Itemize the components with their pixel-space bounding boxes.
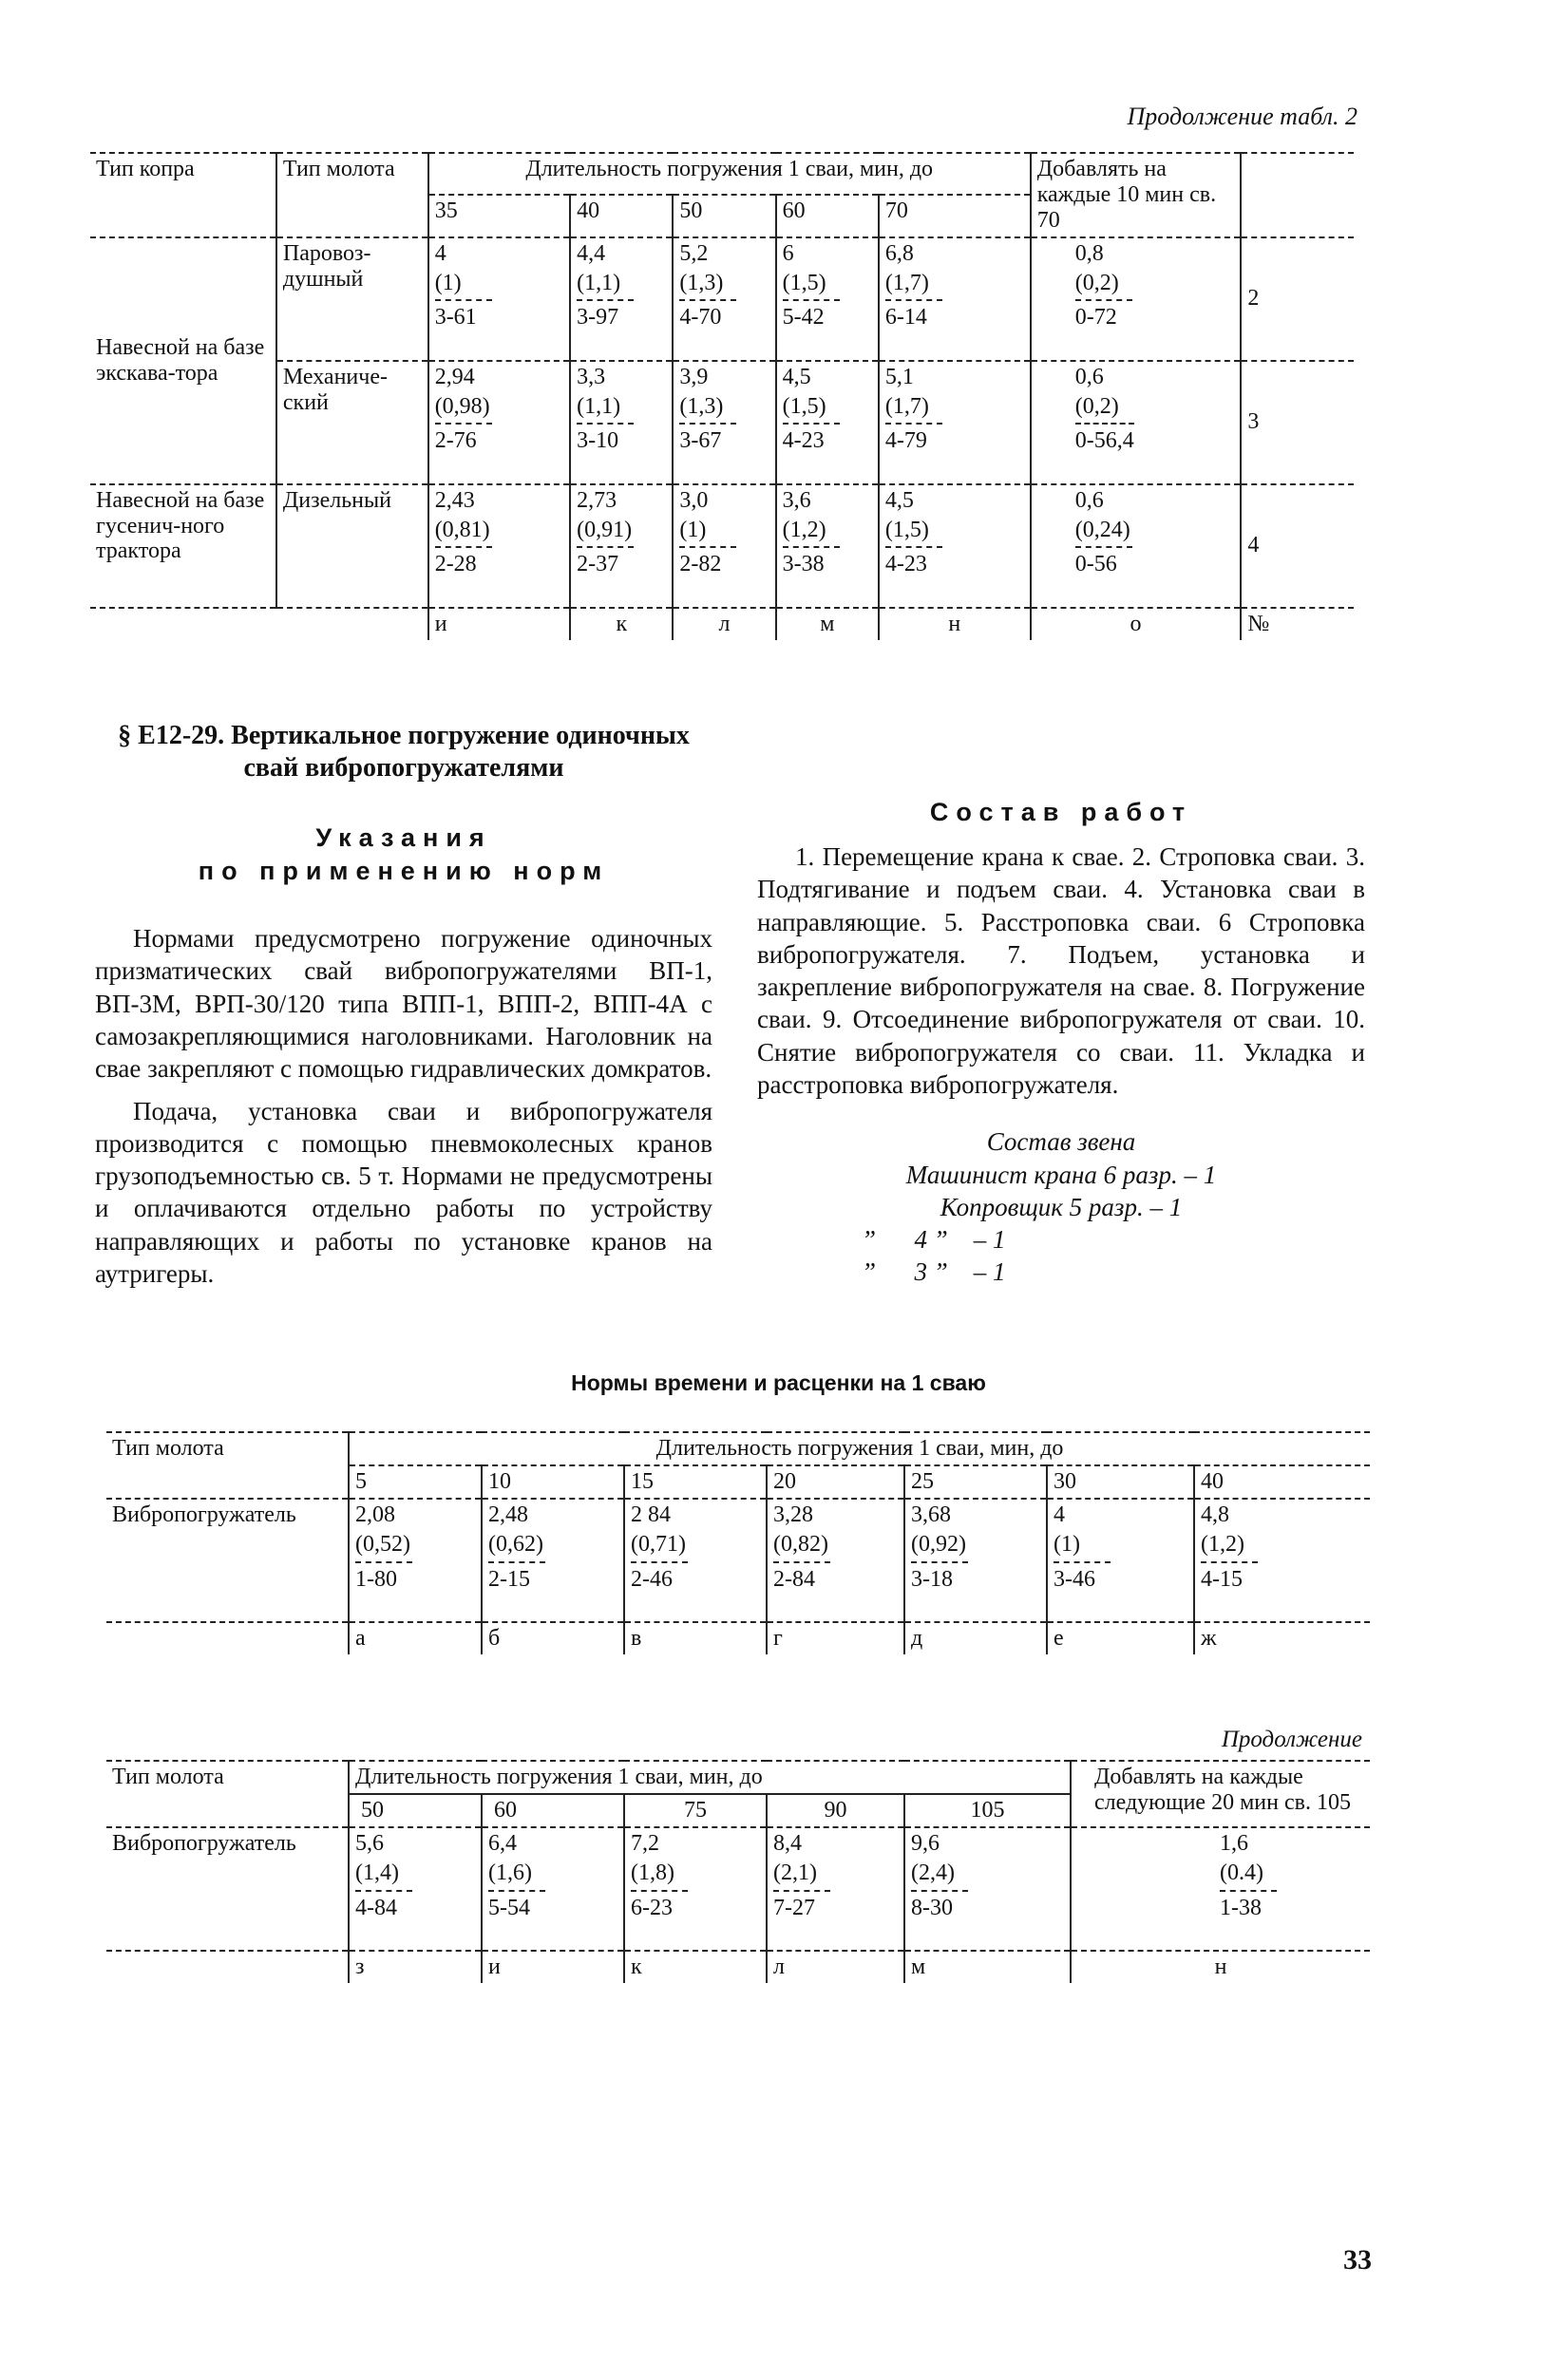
crew-block xyxy=(757,1125,1365,1288)
vibro-norms-table xyxy=(106,1431,1370,1654)
norms-caption: Нормы времени и расценки на 1 сваю xyxy=(571,1370,986,1395)
right-column xyxy=(757,720,1365,1289)
column-letter: м xyxy=(776,608,879,640)
empty-cell xyxy=(106,1622,349,1654)
column-letter: а xyxy=(349,1622,482,1654)
page-number: 33 xyxy=(1343,2244,1372,2276)
kopr-cell: Навесной на базе экскава-тора xyxy=(90,237,276,484)
column-letter: к xyxy=(570,608,673,640)
header-type-molota: Тип молота xyxy=(106,1432,349,1499)
header-duration: Длительность погружения 1 сваи, мин, до xyxy=(428,153,1031,195)
col-header: 35 xyxy=(428,195,570,236)
col-header: 25 xyxy=(904,1465,1047,1499)
col-header: 40 xyxy=(570,195,673,236)
empty-cell xyxy=(276,608,428,640)
col-header: 105 xyxy=(904,1794,1071,1827)
column-letter: о xyxy=(1031,608,1242,640)
value-cell: 0,8 (0,2) 0-72 xyxy=(1031,237,1242,361)
row-number: 2 xyxy=(1241,237,1354,361)
value-cell: 3,68 (0,92) 3-18 xyxy=(904,1499,1047,1622)
value-cell: 9,6 (2,4) 8-30 xyxy=(904,1827,1071,1951)
row-label: Вибропогружатель xyxy=(106,1827,349,1951)
crew-line: Машинист крана 6 разр. – 1 xyxy=(905,1160,1217,1189)
table-header-row xyxy=(90,153,1354,195)
molot-cell: Механиче-ский xyxy=(276,361,428,484)
header-type-molota: Тип молота xyxy=(276,153,428,237)
value-cell: 5,6 (1,4) 4-84 xyxy=(349,1827,482,1951)
instructions-heading: Указания xyxy=(315,823,492,853)
value-cell: 6,4 (1,6) 5-54 xyxy=(482,1827,624,1951)
left-column xyxy=(95,720,712,1290)
table-row xyxy=(90,237,1354,361)
col-header: 90 xyxy=(767,1794,904,1827)
column-letter: е xyxy=(1047,1622,1194,1654)
value-cell: 4,5 (1,5) 4-23 xyxy=(776,361,879,484)
table-letters-row xyxy=(106,1622,1370,1654)
value-cell: 2,73 (0,91) 2-37 xyxy=(570,484,673,608)
table-header-row xyxy=(106,1761,1370,1794)
crew-line: ” 4 ” – 1 xyxy=(862,1225,1006,1255)
empty-cell xyxy=(90,608,276,640)
col-header: 5 xyxy=(349,1465,482,1499)
composition-heading: Состав работ xyxy=(929,798,1193,826)
row-number: 3 xyxy=(1241,361,1354,484)
column-letter: л xyxy=(767,1951,904,1983)
paragraph-2: Подача, установка сваи и вибропогружателя производится с помощью пневмоколесных кранов грузоподъемностью св. 5 т. Нормами не предусмотрены и оплачиваются отдельно работы по устройству направляющих и работы по установке кранов на аутригеры. xyxy=(95,1096,712,1288)
value-cell: 2,94 (0,98) 2-76 xyxy=(428,361,570,484)
vibro-norms-table-continued xyxy=(106,1760,1370,1983)
value-cell: 6 (1,5) 5-42 xyxy=(776,237,879,361)
col-header: 60 xyxy=(776,195,879,236)
header-duration: Длительность погружения 1 сваи, мин, до xyxy=(349,1432,1370,1465)
value-cell: 1,6 (0.4) 1-38 xyxy=(1071,1827,1370,1951)
table-row xyxy=(90,484,1354,608)
crew-title: Состав звена xyxy=(986,1127,1136,1157)
header-add: Добавлять на каждые 10 мин св. 70 xyxy=(1031,153,1242,237)
column-letter: д xyxy=(904,1622,1047,1654)
row-number: 4 xyxy=(1241,484,1354,608)
column-letter: в xyxy=(624,1622,767,1654)
col-header: 60 xyxy=(482,1794,624,1827)
continuation-label: Продолжение xyxy=(1221,1727,1362,1752)
column-letter: г xyxy=(767,1622,904,1654)
crew-line: Копровщик 5 разр. – 1 xyxy=(940,1192,1183,1221)
value-cell: 4 (1) 3-61 xyxy=(428,237,570,361)
col-header: 20 xyxy=(767,1465,904,1499)
row-label: Вибропогружатель xyxy=(106,1499,349,1622)
header-duration: Длительность погружения 1 сваи, мин, до xyxy=(349,1761,1071,1794)
header-type-kopra: Тип копра xyxy=(90,153,276,237)
col-header: 30 xyxy=(1047,1465,1194,1499)
value-cell: 4,8 (1,2) 4-15 xyxy=(1194,1499,1370,1622)
column-letter: з xyxy=(349,1951,482,1983)
value-cell: 5,1 (1,7) 4-79 xyxy=(879,361,1031,484)
value-cell: 8,4 (2,1) 7-27 xyxy=(767,1827,904,1951)
molot-cell: Паровоз-душный xyxy=(276,237,428,361)
col-header: 50 xyxy=(673,195,775,236)
value-cell: 3,3 (1,1) 3-10 xyxy=(570,361,673,484)
column-letter: ж xyxy=(1194,1622,1370,1654)
crew-line: ” 3 ” – 1 xyxy=(862,1257,1006,1287)
value-cell: 0,6 (0,24) 0-56 xyxy=(1031,484,1242,608)
column-letter: № xyxy=(1241,608,1354,640)
value-cell: 5,2 (1,3) 4-70 xyxy=(673,237,775,361)
column-letter: н xyxy=(1071,1951,1370,1983)
value-cell: 2 84 (0,71) 2-46 xyxy=(624,1499,767,1622)
pile-driving-table-continued xyxy=(90,152,1354,640)
column-letter: и xyxy=(482,1951,624,1983)
header-type-molota: Тип молота xyxy=(106,1761,349,1827)
column-letter: м xyxy=(904,1951,1071,1983)
table-row xyxy=(106,1827,1370,1951)
value-cell: 2,43 (0,81) 2-28 xyxy=(428,484,570,608)
col-header: 70 xyxy=(879,195,1031,236)
col-header: 75 xyxy=(624,1794,767,1827)
column-letter: л xyxy=(673,608,775,640)
table-row xyxy=(106,1499,1370,1622)
value-cell: 7,2 (1,8) 6-23 xyxy=(624,1827,767,1951)
value-cell: 6,8 (1,7) 6-14 xyxy=(879,237,1031,361)
col-header: 40 xyxy=(1194,1465,1370,1499)
column-letter: и xyxy=(428,608,570,640)
composition-text: 1. Перемещение крана к свае. 2. Строповка сваи. 3. Подтягивание и подъем сваи. 4. Установка сваи в направляющие. 5. Расстроповка сваи. 6 Строповка вибропогружателя. 7. Подъем, установка и закрепление вибропогружателя на свае. 8. Погружение сваи. 9. Отсоединение вибропогружателя от сваи. 10. Снятие вибропогружателя со сваи. 11. Укладка и расстроповка вибропогружателя. xyxy=(757,842,1365,1099)
molot-cell: Дизельный xyxy=(276,484,428,608)
value-cell: 4,5 (1,5) 4-23 xyxy=(879,484,1031,608)
col-header: 50 xyxy=(349,1794,482,1827)
empty-cell xyxy=(106,1951,349,1983)
value-cell: 3,28 (0,82) 2-84 xyxy=(767,1499,904,1622)
value-cell: 4,4 (1,1) 3-97 xyxy=(570,237,673,361)
value-cell: 2,08 (0,52) 1-80 xyxy=(349,1499,482,1622)
kopr-cell: Навесной на базе гусенич-ного трактора xyxy=(90,484,276,608)
continuation-header: Продолжение табл. 2 xyxy=(1127,103,1358,130)
value-cell: 3,0 (1) 2-82 xyxy=(673,484,775,608)
header-num xyxy=(1241,153,1354,237)
table-header-row xyxy=(106,1432,1370,1465)
value-cell: 4 (1) 3-46 xyxy=(1047,1499,1194,1622)
section-title: § Е12-29. Вертикальное погружение одиночных свай вибропогружателями xyxy=(118,721,690,783)
table-letters-row xyxy=(106,1951,1370,1983)
table-row xyxy=(90,361,1354,484)
column-letter: б xyxy=(482,1622,624,1654)
col-header: 15 xyxy=(624,1465,767,1499)
header-add: Добавлять на каждые следующие 20 мин св. 105 xyxy=(1071,1761,1370,1827)
instructions-subheading: по применению норм xyxy=(198,857,610,886)
value-cell: 0,6 (0,2) 0-56,4 xyxy=(1031,361,1242,484)
column-letter: к xyxy=(624,1951,767,1983)
table-letters-row xyxy=(90,608,1354,640)
col-header: 10 xyxy=(482,1465,624,1499)
value-cell: 2,48 (0,62) 2-15 xyxy=(482,1499,624,1622)
value-cell: 3,9 (1,3) 3-67 xyxy=(673,361,775,484)
paragraph-1: Нормами предусмотрено погружение одиночных призматических свай вибропогружателями ВП-1, ВП-3М, ВРП-30/120 типа ВПП-1, ВПП-2, ВПП-4А с самозакрепляющимися наголовниками. Наголовник на свае закрепляют с помощью гидравлических домкратов. xyxy=(95,924,712,1084)
value-cell: 3,6 (1,2) 3-38 xyxy=(776,484,879,608)
column-letter: н xyxy=(879,608,1031,640)
